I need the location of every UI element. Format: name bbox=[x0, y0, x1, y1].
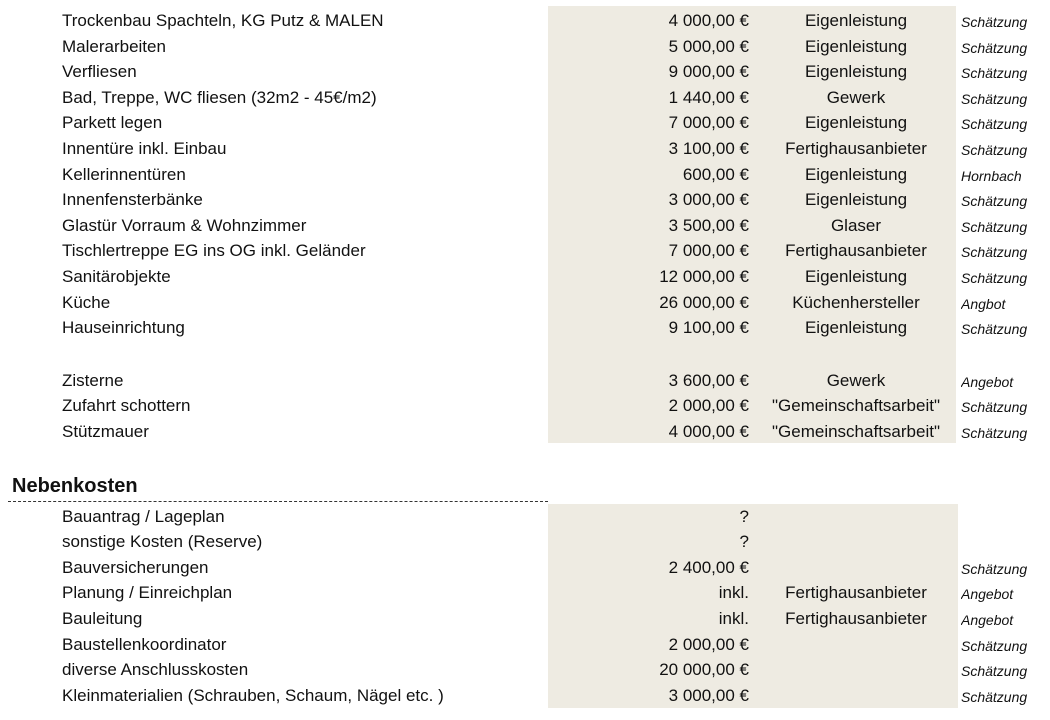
estimate-note: Angebot bbox=[961, 373, 1014, 390]
amount-value: 3 000,00 € bbox=[668, 190, 749, 210]
table-row bbox=[0, 8, 1050, 34]
estimate-note: Schätzung bbox=[961, 424, 1028, 441]
amount-value: 3 600,00 € bbox=[668, 370, 749, 390]
table-row bbox=[0, 393, 1050, 419]
amount-value: 12 000,00 € bbox=[659, 267, 749, 286]
table-row bbox=[0, 419, 1050, 445]
table-row bbox=[0, 162, 1050, 188]
item-label: Zufahrt schottern bbox=[62, 396, 191, 416]
item-label: Trockenbau Spachteln, KG Putz & MALEN bbox=[62, 11, 384, 30]
table-row bbox=[0, 580, 1050, 606]
table-row bbox=[0, 683, 1050, 709]
item-label: Bauantrag / Lageplan bbox=[62, 506, 225, 526]
amount-value: 2 400,00 € bbox=[668, 557, 749, 577]
estimate-note: Schätzung bbox=[961, 688, 1028, 705]
amount-value: 9 000,00 € bbox=[668, 62, 749, 82]
item-label: Hauseinrichtung bbox=[62, 318, 185, 338]
table-row bbox=[0, 504, 1050, 530]
item-label: Bauleitung bbox=[62, 609, 143, 628]
performer-label: Gewerk bbox=[826, 87, 886, 107]
table-row bbox=[0, 264, 1050, 290]
table-row bbox=[0, 187, 1050, 213]
table-row bbox=[0, 110, 1050, 136]
item-label: Glastür Vorraum & Wohnzimmer bbox=[62, 215, 307, 235]
amount-value: ? bbox=[739, 532, 749, 552]
table-row bbox=[0, 213, 1050, 239]
table-row bbox=[0, 136, 1050, 162]
estimate-note bbox=[961, 529, 1049, 555]
estimate-note: Schätzung bbox=[961, 116, 1028, 133]
section-heading-nebenkosten: Nebenkosten bbox=[12, 475, 138, 497]
table-row bbox=[0, 657, 1050, 683]
estimate-note bbox=[961, 504, 1049, 530]
item-label: Zisterne bbox=[62, 370, 124, 390]
amount-value: 4 000,00 € bbox=[668, 421, 749, 441]
performer-label bbox=[758, 683, 954, 709]
amount-value: 4 000,00 € bbox=[668, 11, 749, 30]
performer-label: Eigenleistung bbox=[804, 267, 908, 286]
performer-label: Fertighausanbieter bbox=[785, 139, 927, 158]
estimate-note: Angbot bbox=[961, 295, 1006, 312]
table-row bbox=[0, 238, 1050, 264]
estimate-note: Schätzung bbox=[961, 14, 1028, 30]
performer-label: Fertighausanbieter bbox=[785, 609, 927, 628]
estimate-note: Schätzung bbox=[961, 218, 1028, 235]
performer-label: Eigenleistung bbox=[804, 11, 908, 30]
amount-value: 3 500,00 € bbox=[668, 215, 749, 235]
performer-label bbox=[758, 504, 954, 530]
estimate-note: Schätzung bbox=[961, 270, 1028, 286]
estimate-note: Hornbach bbox=[961, 167, 1022, 184]
performer-label bbox=[758, 555, 954, 581]
performer-label: Eigenleistung bbox=[804, 318, 908, 338]
item-label: Tischlertreppe EG ins OG inkl. Geländer bbox=[62, 241, 366, 261]
performer-label: "Gemeinschaftsarbeit" bbox=[772, 421, 940, 441]
estimate-note: Schätzung bbox=[961, 39, 1028, 56]
item-label: Verfliesen bbox=[62, 62, 137, 82]
estimate-note: Schätzung bbox=[961, 560, 1028, 577]
amount-value: 1 440,00 € bbox=[668, 87, 749, 107]
item-label: Kleinmaterialien (Schrauben, Schaum, Nägel etc. ) bbox=[62, 685, 444, 705]
item-label: diverse Anschlusskosten bbox=[62, 660, 249, 680]
table-row bbox=[0, 315, 1050, 341]
item-label: Stützmauer bbox=[62, 421, 149, 441]
item-label: Kellerinnentüren bbox=[62, 164, 186, 184]
amount-value: 2 000,00 € bbox=[668, 396, 749, 416]
table-row bbox=[0, 632, 1050, 658]
performer-label: Fertighausanbieter bbox=[785, 241, 927, 261]
table-row bbox=[0, 59, 1050, 85]
item-label: sonstige Kosten (Reserve) bbox=[62, 532, 263, 552]
amount-value: 3 000,00 € bbox=[668, 685, 749, 705]
performer-label bbox=[758, 657, 954, 683]
estimate-note: Schätzung bbox=[961, 663, 1028, 680]
item-label: Baustellenkoordinator bbox=[62, 634, 227, 654]
table-row bbox=[0, 606, 1050, 632]
estimate-note: Angebot bbox=[961, 612, 1014, 628]
estimate-note: Angebot bbox=[961, 586, 1014, 603]
amount-value: 26 000,00 € bbox=[659, 292, 749, 312]
performer-label: Glaser bbox=[830, 215, 882, 235]
performer-label: Eigenleistung bbox=[804, 113, 908, 133]
table-row bbox=[0, 529, 1050, 555]
amount-value: 7 000,00 € bbox=[668, 113, 749, 133]
table-row bbox=[0, 290, 1050, 316]
item-label: Küche bbox=[62, 292, 111, 312]
section-divider bbox=[8, 501, 548, 502]
table-row bbox=[0, 85, 1050, 111]
amount-value: 3 100,00 € bbox=[668, 139, 749, 158]
performer-label: Eigenleistung bbox=[804, 36, 908, 56]
estimate-note: Schätzung bbox=[961, 321, 1028, 338]
performer-label bbox=[758, 529, 954, 555]
amount-value: ? bbox=[739, 506, 749, 526]
amount-value: 7 000,00 € bbox=[668, 241, 749, 261]
amount-value: inkl. bbox=[718, 609, 749, 628]
item-label: Malerarbeiten bbox=[62, 36, 166, 56]
table-row bbox=[0, 368, 1050, 394]
estimate-note: Schätzung bbox=[961, 193, 1028, 210]
table-row bbox=[0, 555, 1050, 581]
estimate-note: Schätzung bbox=[961, 65, 1028, 82]
estimate-note: Schätzung bbox=[961, 142, 1028, 158]
performer-label: "Gemeinschaftsarbeit" bbox=[772, 396, 940, 416]
amount-value: 20 000,00 € bbox=[659, 660, 749, 680]
amount-value: 600,00 € bbox=[682, 164, 749, 184]
performer-label bbox=[758, 632, 954, 658]
item-label: Innenfensterbänke bbox=[62, 190, 203, 210]
item-label: Parkett legen bbox=[62, 113, 163, 133]
item-label: Bauversicherungen bbox=[62, 557, 209, 577]
amount-value: inkl. bbox=[718, 583, 749, 603]
estimate-note: Schätzung bbox=[961, 399, 1028, 416]
performer-label: Eigenleistung bbox=[804, 164, 908, 184]
performer-label: Eigenleistung bbox=[804, 190, 908, 210]
item-label: Bad, Treppe, WC fliesen (32m2 - 45€/m2) bbox=[62, 87, 377, 107]
item-label: Innentüre inkl. Einbau bbox=[62, 139, 227, 158]
performer-label: Küchenhersteller bbox=[792, 292, 920, 312]
performer-label: Eigenleistung bbox=[804, 62, 908, 82]
item-label: Planung / Einreichplan bbox=[62, 583, 233, 603]
amount-value: 5 000,00 € bbox=[668, 36, 749, 56]
estimate-note: Schätzung bbox=[961, 244, 1028, 261]
estimate-note: Schätzung bbox=[961, 90, 1028, 107]
item-label: Sanitärobjekte bbox=[62, 267, 171, 286]
performer-label: Fertighausanbieter bbox=[785, 583, 927, 603]
table-row bbox=[0, 34, 1050, 60]
estimate-note: Schätzung bbox=[961, 637, 1028, 654]
amount-value: 2 000,00 € bbox=[668, 634, 749, 654]
performer-label: Gewerk bbox=[826, 370, 886, 390]
amount-value: 9 100,00 € bbox=[668, 318, 749, 338]
